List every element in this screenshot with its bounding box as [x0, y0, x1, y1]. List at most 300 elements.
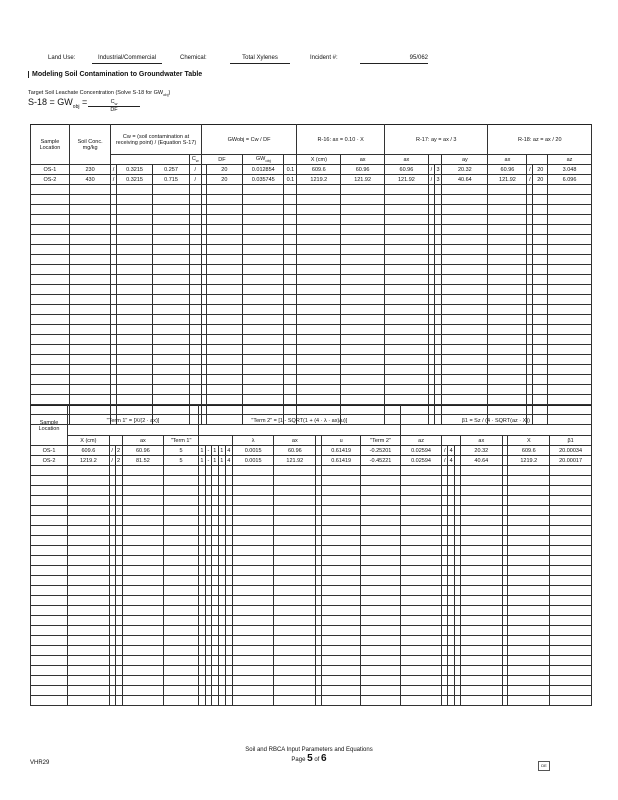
- empty-cell: [69, 375, 110, 385]
- empty-cell: [434, 265, 441, 275]
- empty-cell: [218, 486, 225, 496]
- empty-cell: [284, 275, 297, 285]
- empty-cell: [116, 395, 152, 405]
- empty-cell: [206, 395, 242, 405]
- empty-cell: [274, 576, 316, 586]
- empty-cell: [225, 586, 232, 596]
- page-label: Page: [291, 757, 306, 763]
- empty-cell: [274, 466, 316, 476]
- empty-cell: [116, 325, 152, 335]
- col-ax: ax: [341, 155, 385, 165]
- empty-cell: [153, 305, 189, 315]
- col2-term2-desc: "Term 2" = [1 - SQRT(1 + (4 · λ · ax)/u)]: [198, 406, 400, 436]
- empty-row: [31, 626, 592, 636]
- empty-cell: [232, 606, 274, 616]
- empty-cell: [361, 626, 400, 636]
- empty-cell: [153, 185, 189, 195]
- empty-cell: [225, 526, 232, 536]
- empty-cell: [31, 466, 68, 476]
- empty-cell: [198, 496, 205, 506]
- empty-cell: [533, 285, 548, 295]
- empty-row: [31, 536, 592, 546]
- empty-cell: [68, 576, 110, 586]
- empty-cell: [122, 656, 164, 666]
- empty-cell: [122, 556, 164, 566]
- empty-cell: [206, 235, 242, 245]
- empty-cell: [68, 586, 110, 596]
- cell-n4: 20: [533, 165, 548, 175]
- empty-cell: [225, 496, 232, 506]
- empty-cell: [508, 666, 550, 676]
- empty-cell: [548, 355, 592, 365]
- empty-cell: [361, 576, 400, 586]
- formula-eq: =: [82, 97, 88, 107]
- table2-empty-rows: [31, 466, 592, 706]
- empty-cell: [448, 496, 455, 506]
- empty-cell: [448, 466, 455, 476]
- empty-cell: [225, 696, 232, 706]
- empty-cell: [400, 586, 442, 596]
- empty-cell: [31, 385, 70, 395]
- empty-cell: [297, 215, 341, 225]
- cell2-b1: 20.00034: [550, 446, 592, 456]
- empty-cell: [400, 646, 442, 656]
- empty-cell: [448, 606, 455, 616]
- numerator-text: C: [110, 99, 115, 105]
- col2-ax: ax: [122, 436, 164, 446]
- empty-cell: [31, 596, 68, 606]
- empty-cell: [69, 355, 110, 365]
- empty-cell: [434, 375, 441, 385]
- empty-cell: [284, 305, 297, 315]
- empty-cell: [198, 536, 205, 546]
- empty-row: [31, 255, 592, 265]
- empty-cell: [225, 656, 232, 666]
- empty-cell: [189, 295, 201, 305]
- empty-cell: [533, 215, 548, 225]
- empty-cell: [69, 225, 110, 235]
- empty-cell: [243, 275, 284, 285]
- empty-cell: [198, 696, 205, 706]
- empty-cell: [153, 265, 189, 275]
- empty-cell: [460, 556, 502, 566]
- empty-cell: [232, 686, 274, 696]
- empty-cell: [243, 215, 284, 225]
- empty-cell: [68, 646, 110, 656]
- cell2-div2: /: [442, 456, 448, 466]
- empty-cell: [448, 516, 455, 526]
- empty-cell: [243, 325, 284, 335]
- empty-cell: [385, 245, 429, 255]
- empty-cell: [211, 546, 218, 556]
- empty-cell: [243, 235, 284, 245]
- empty-cell: [69, 265, 110, 275]
- empty-cell: [225, 646, 232, 656]
- empty-cell: [548, 275, 592, 285]
- empty-cell: [115, 486, 122, 496]
- empty-row: [31, 215, 592, 225]
- page-title: Modeling Soil Contamination to Groundwater Table: [28, 71, 202, 78]
- empty-cell: [297, 255, 341, 265]
- cell2-x2: 1219.2: [508, 456, 550, 466]
- empty-row: [31, 486, 592, 496]
- empty-cell: [321, 686, 360, 696]
- empty-cell: [198, 666, 205, 676]
- cell-gw: 0.012854: [243, 165, 284, 175]
- empty-cell: [116, 255, 152, 265]
- empty-cell: [206, 185, 242, 195]
- empty-row: [31, 566, 592, 576]
- empty-cell: [550, 476, 592, 486]
- header-row: [0, 55, 618, 67]
- empty-cell: [206, 295, 242, 305]
- empty-cell: [31, 586, 68, 596]
- empty-cell: [31, 496, 68, 506]
- empty-cell: [115, 576, 122, 586]
- empty-cell: [68, 516, 110, 526]
- empty-cell: [488, 285, 527, 295]
- empty-cell: [341, 335, 385, 345]
- empty-cell: [297, 395, 341, 405]
- cell2-loc: OS-2: [31, 456, 68, 466]
- cell2-x: 609.6: [68, 446, 110, 456]
- empty-cell: [198, 676, 205, 686]
- empty-cell: [297, 295, 341, 305]
- chemical-label: Chemical:: [180, 55, 207, 61]
- empty-cell: [297, 275, 341, 285]
- empty-cell: [297, 355, 341, 365]
- empty-cell: [434, 275, 441, 285]
- empty-cell: [548, 305, 592, 315]
- empty-cell: [31, 486, 68, 496]
- empty-cell: [225, 566, 232, 576]
- empty-cell: [442, 205, 488, 215]
- empty-cell: [153, 275, 189, 285]
- empty-cell: [218, 696, 225, 706]
- cell-div: /: [112, 166, 115, 173]
- cell2-az: 0.02594: [400, 456, 442, 466]
- empty-cell: [31, 355, 70, 365]
- empty-cell: [115, 546, 122, 556]
- empty-row: [31, 365, 592, 375]
- empty-cell: [341, 255, 385, 265]
- empty-cell: [385, 335, 429, 345]
- empty-cell: [122, 546, 164, 556]
- empty-cell: [122, 606, 164, 616]
- empty-cell: [189, 315, 201, 325]
- empty-cell: [448, 596, 455, 606]
- empty-cell: [68, 686, 110, 696]
- empty-cell: [69, 345, 110, 355]
- empty-cell: [508, 656, 550, 666]
- empty-cell: [297, 245, 341, 255]
- empty-cell: [284, 295, 297, 305]
- cell2-c2: 1: [213, 457, 217, 464]
- empty-cell: [434, 325, 441, 335]
- empty-cell: [153, 225, 189, 235]
- empty-cell: [31, 235, 70, 245]
- col-gw: [243, 155, 284, 165]
- empty-cell: [206, 375, 242, 385]
- empty-cell: [31, 656, 68, 666]
- empty-cell: [68, 696, 110, 706]
- empty-cell: [448, 676, 455, 686]
- empty-cell: [460, 516, 502, 526]
- empty-cell: [116, 385, 152, 395]
- empty-cell: [488, 195, 527, 205]
- col2-lambda: λ: [232, 436, 274, 446]
- empty-cell: [274, 586, 316, 596]
- empty-cell: [189, 305, 201, 315]
- empty-cell: [68, 666, 110, 676]
- empty-cell: [243, 205, 284, 215]
- empty-cell: [274, 636, 316, 646]
- empty-cell: [189, 395, 201, 405]
- empty-cell: [243, 265, 284, 275]
- empty-cell: [508, 466, 550, 476]
- subtitle-end: ): [168, 90, 171, 96]
- empty-cell: [460, 656, 502, 666]
- empty-cell: [153, 375, 189, 385]
- empty-cell: [68, 506, 110, 516]
- empty-cell: [361, 506, 400, 516]
- empty-row: [31, 576, 592, 586]
- col-r17: R-17: ay = ax / 3: [385, 125, 488, 155]
- empty-cell: [550, 656, 592, 666]
- empty-cell: [164, 666, 199, 676]
- empty-cell: [115, 506, 122, 516]
- empty-cell: [115, 556, 122, 566]
- empty-cell: [533, 255, 548, 265]
- empty-cell: [548, 195, 592, 205]
- empty-cell: [508, 646, 550, 656]
- empty-cell: [218, 616, 225, 626]
- empty-row: [31, 385, 592, 395]
- empty-cell: [69, 205, 110, 215]
- empty-cell: [122, 586, 164, 596]
- empty-cell: [508, 586, 550, 596]
- empty-cell: [434, 295, 441, 305]
- empty-cell: [232, 466, 274, 476]
- empty-cell: [434, 355, 441, 365]
- empty-cell: [297, 305, 341, 315]
- empty-cell: [361, 566, 400, 576]
- empty-cell: [400, 466, 442, 476]
- land-use-label: Land Use:: [48, 55, 76, 61]
- empty-cell: [243, 385, 284, 395]
- cell-ax2: 60.96: [385, 165, 429, 175]
- empty-cell: [508, 516, 550, 526]
- empty-cell: [488, 395, 527, 405]
- empty-cell: [385, 185, 429, 195]
- empty-cell: [189, 345, 201, 355]
- empty-cell: [122, 636, 164, 646]
- empty-cell: [274, 646, 316, 656]
- empty-row: [31, 295, 592, 305]
- col-empty: [111, 155, 189, 165]
- empty-cell: [218, 606, 225, 616]
- empty-cell: [69, 365, 110, 375]
- empty-cell: [211, 586, 218, 596]
- empty-cell: [460, 666, 502, 676]
- empty-cell: [206, 325, 242, 335]
- empty-cell: [68, 656, 110, 666]
- cell-n3: 3: [434, 175, 441, 185]
- col2-ax3: ax: [460, 436, 502, 446]
- empty-cell: [550, 526, 592, 536]
- empty-cell: [115, 536, 122, 546]
- empty-cell: [31, 215, 70, 225]
- empty-cell: [533, 245, 548, 255]
- empty-cell: [385, 345, 429, 355]
- empty-cell: [211, 666, 218, 676]
- empty-cell: [488, 235, 527, 245]
- empty-cell: [321, 466, 360, 476]
- empty-cell: [211, 596, 218, 606]
- empty-cell: [232, 646, 274, 656]
- empty-cell: [274, 476, 316, 486]
- empty-cell: [448, 686, 455, 696]
- empty-cell: [400, 536, 442, 546]
- table-row: [31, 165, 592, 175]
- empty-cell: [232, 586, 274, 596]
- empty-cell: [508, 546, 550, 556]
- empty-cell: [508, 526, 550, 536]
- empty-cell: [361, 616, 400, 626]
- empty-cell: [232, 526, 274, 536]
- empty-cell: [448, 556, 455, 566]
- empty-cell: [341, 265, 385, 275]
- empty-cell: [243, 295, 284, 305]
- empty-cell: [361, 516, 400, 526]
- cell2-ax3: 40.64: [460, 456, 502, 466]
- cell2-div: /: [109, 446, 115, 456]
- cell2-ax: 60.96: [122, 446, 164, 456]
- empty-cell: [548, 225, 592, 235]
- empty-cell: [225, 666, 232, 676]
- empty-cell: [297, 285, 341, 295]
- empty-cell: [341, 365, 385, 375]
- empty-cell: [460, 636, 502, 646]
- empty-cell: [341, 315, 385, 325]
- empty-cell: [434, 345, 441, 355]
- empty-cell: [31, 205, 70, 215]
- empty-cell: [548, 315, 592, 325]
- empty-cell: [284, 265, 297, 275]
- empty-cell: [116, 185, 152, 195]
- cell-ay: 40.64: [442, 175, 488, 185]
- empty-cell: [385, 275, 429, 285]
- col-cw: [189, 155, 201, 165]
- empty-cell: [460, 506, 502, 516]
- empty-cell: [232, 546, 274, 556]
- empty-cell: [206, 245, 242, 255]
- formula-gw: GW: [57, 97, 73, 107]
- empty-cell: [31, 686, 68, 696]
- empty-cell: [274, 676, 316, 686]
- empty-cell: [115, 566, 122, 576]
- empty-cell: [189, 215, 201, 225]
- empty-cell: [297, 205, 341, 215]
- empty-cell: [243, 245, 284, 255]
- empty-cell: [31, 636, 68, 646]
- empty-row: [31, 275, 592, 285]
- empty-cell: [508, 596, 550, 606]
- cell2-two: 2: [116, 457, 121, 464]
- empty-cell: [448, 506, 455, 516]
- empty-row: [31, 556, 592, 566]
- cell-ax3: 60.96: [488, 165, 527, 175]
- empty-cell: [189, 205, 201, 215]
- empty-cell: [69, 275, 110, 285]
- empty-cell: [211, 646, 218, 656]
- empty-cell: [218, 506, 225, 516]
- empty-cell: [434, 335, 441, 345]
- gw-sym: GW: [255, 155, 266, 162]
- empty-cell: [434, 315, 441, 325]
- col2-az: az: [400, 436, 442, 446]
- empty-cell: [232, 616, 274, 626]
- empty-cell: [164, 596, 199, 606]
- empty-cell: [153, 315, 189, 325]
- empty-cell: [211, 636, 218, 646]
- empty-cell: [232, 656, 274, 666]
- empty-cell: [68, 676, 110, 686]
- empty-cell: [225, 606, 232, 616]
- empty-cell: [189, 185, 201, 195]
- cell2-az: 0.02594: [400, 446, 442, 456]
- empty-cell: [297, 185, 341, 195]
- empty-cell: [550, 536, 592, 546]
- empty-row: [31, 546, 592, 556]
- empty-cell: [385, 285, 429, 295]
- empty-cell: [243, 365, 284, 375]
- empty-cell: [460, 616, 502, 626]
- empty-cell: [31, 255, 70, 265]
- empty-cell: [115, 666, 122, 676]
- empty-cell: [400, 496, 442, 506]
- empty-cell: [533, 295, 548, 305]
- empty-cell: [508, 606, 550, 616]
- empty-cell: [31, 315, 70, 325]
- empty-cell: [116, 305, 152, 315]
- cell-ax: 121.92: [341, 175, 385, 185]
- empty-cell: [122, 666, 164, 676]
- empty-cell: [206, 345, 242, 355]
- empty-cell: [69, 185, 110, 195]
- empty-cell: [211, 516, 218, 526]
- empty-cell: [243, 255, 284, 265]
- cell2-t1: 5: [164, 446, 199, 456]
- empty-cell: [206, 385, 242, 395]
- empty-cell: [321, 556, 360, 566]
- empty-cell: [189, 365, 201, 375]
- empty-cell: [508, 506, 550, 516]
- empty-cell: [116, 345, 152, 355]
- empty-cell: [232, 636, 274, 646]
- empty-cell: [434, 235, 441, 245]
- cw-sub: w: [195, 158, 199, 164]
- empty-row: [31, 235, 592, 245]
- empty-cell: [115, 646, 122, 656]
- empty-cell: [297, 365, 341, 375]
- empty-cell: [448, 666, 455, 676]
- empty-cell: [533, 235, 548, 245]
- empty-cell: [116, 225, 152, 235]
- empty-cell: [488, 305, 527, 315]
- empty-cell: [218, 626, 225, 636]
- empty-cell: [218, 676, 225, 686]
